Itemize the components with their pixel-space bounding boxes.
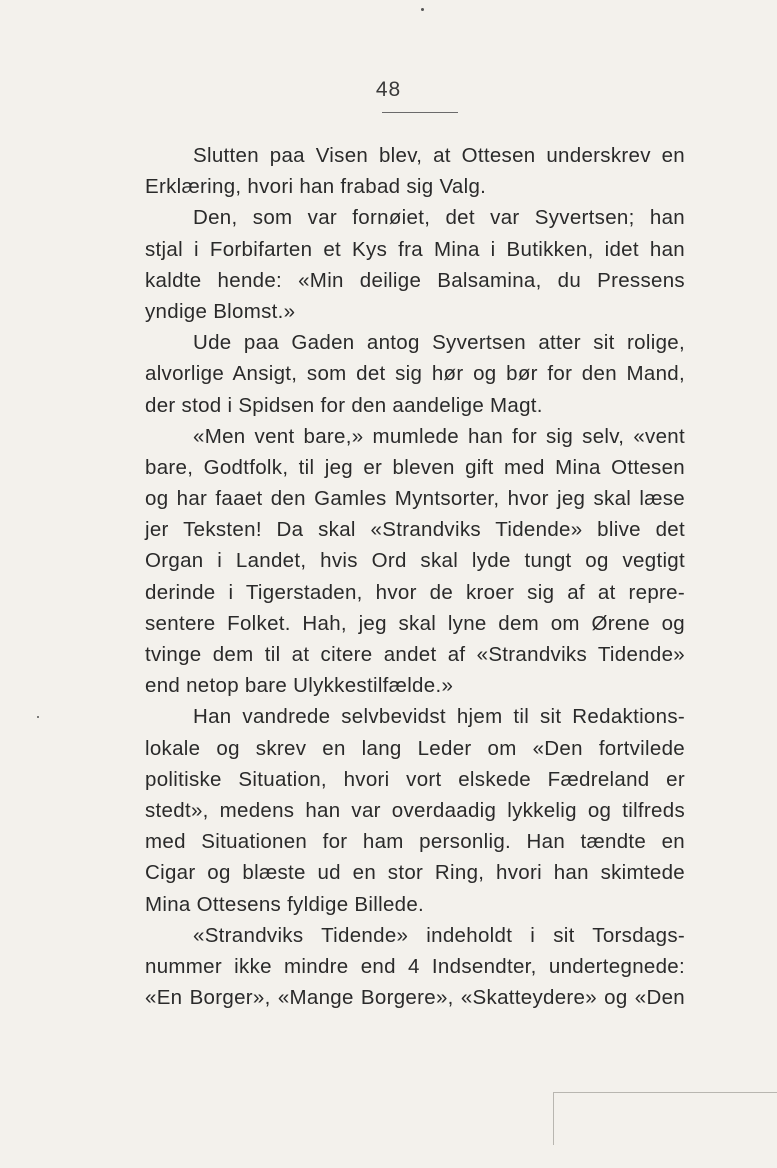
text-line: Organ i Landet, hvis Ord skal lyde tungt og vegtigt [145, 549, 685, 573]
text-line: med Situationen for ham personlig. Han tændte en [145, 830, 685, 854]
text-line: og har faaet den Gamles Myntsorter, hvor jeg skal læse [145, 487, 685, 511]
text-line: Den, som var fornøiet, det var Syvertsen; han [193, 206, 685, 230]
text-line: tvinge dem til at citere andet af «Strandviks Tidende» [145, 643, 685, 666]
text-line: Ude paa Gaden antog Syvertsen atter sit rolige, [193, 331, 685, 355]
text-line: end netop bare Ulykkestilfælde.» [145, 674, 454, 698]
text-line: politiske Situation, hvori vort elskede Fædreland er [145, 767, 685, 791]
text-line: lokale og skrev en lang Leder om «Den fortvilede [145, 736, 685, 760]
text-line: jer Teksten! Da skal «Strandviks Tidende» blive det [145, 518, 685, 542]
corner-frame [553, 1092, 777, 1145]
text-line: Han vandrede selvbevidst hjem til sit Redaktions- [193, 705, 685, 729]
text-line: sentere Folket. Hah, jeg skal lyne dem om Ørene og [145, 611, 685, 635]
paper-speck [37, 716, 39, 718]
text-line: derinde i Tigerstaden, hvor de kroer sig af at repre- [145, 580, 685, 604]
text-line: «Strandviks Tidende» indeholdt i sit Torsdags- [193, 923, 685, 947]
text-line: Erklæring, hvori han frabad sig Valg. [145, 175, 487, 199]
text-line: bare, Godtfolk, til jeg er bleven gift med Mina Ottesen [145, 455, 685, 479]
text-line: «Men vent bare,» mumlede han for sig selv, «vent [193, 424, 685, 448]
text-line: stjal i Forbifarten et Kys fra Mina i Butikken, idet han [145, 237, 685, 261]
text-line: Slutten paa Visen blev, at Ottesen underskrev en [193, 144, 685, 167]
text-line: nummer ikke mindre end 4 Indsendter, undertegnede: [145, 954, 685, 978]
page-number: 48 [375, 78, 402, 101]
text-body [145, 140, 685, 1013]
text-line: Mina Ottesens fyldige Billede. [145, 892, 425, 916]
text-line: stedt», medens han var overdaadig lykkelig og tilfreds [145, 798, 685, 822]
page-number-rule [382, 112, 458, 113]
text-line: Cigar og blæste ud en stor Ring, hvori han skimtede [145, 861, 685, 885]
text-line: alvorlige Ansigt, som det sig hør og bør for den Mand, [145, 362, 685, 386]
text-line: «En Borger», «Mange Borgere», «Skatteydere» og «Den [145, 986, 685, 1010]
text-line: kaldte hende: «Min deilige Balsamina, du Pressens [145, 268, 685, 292]
text-line: der stod i Spidsen for den aandelige Magt. [145, 393, 543, 417]
paper-speck [421, 8, 424, 11]
text-line: yndige Blomst.» [145, 299, 296, 323]
